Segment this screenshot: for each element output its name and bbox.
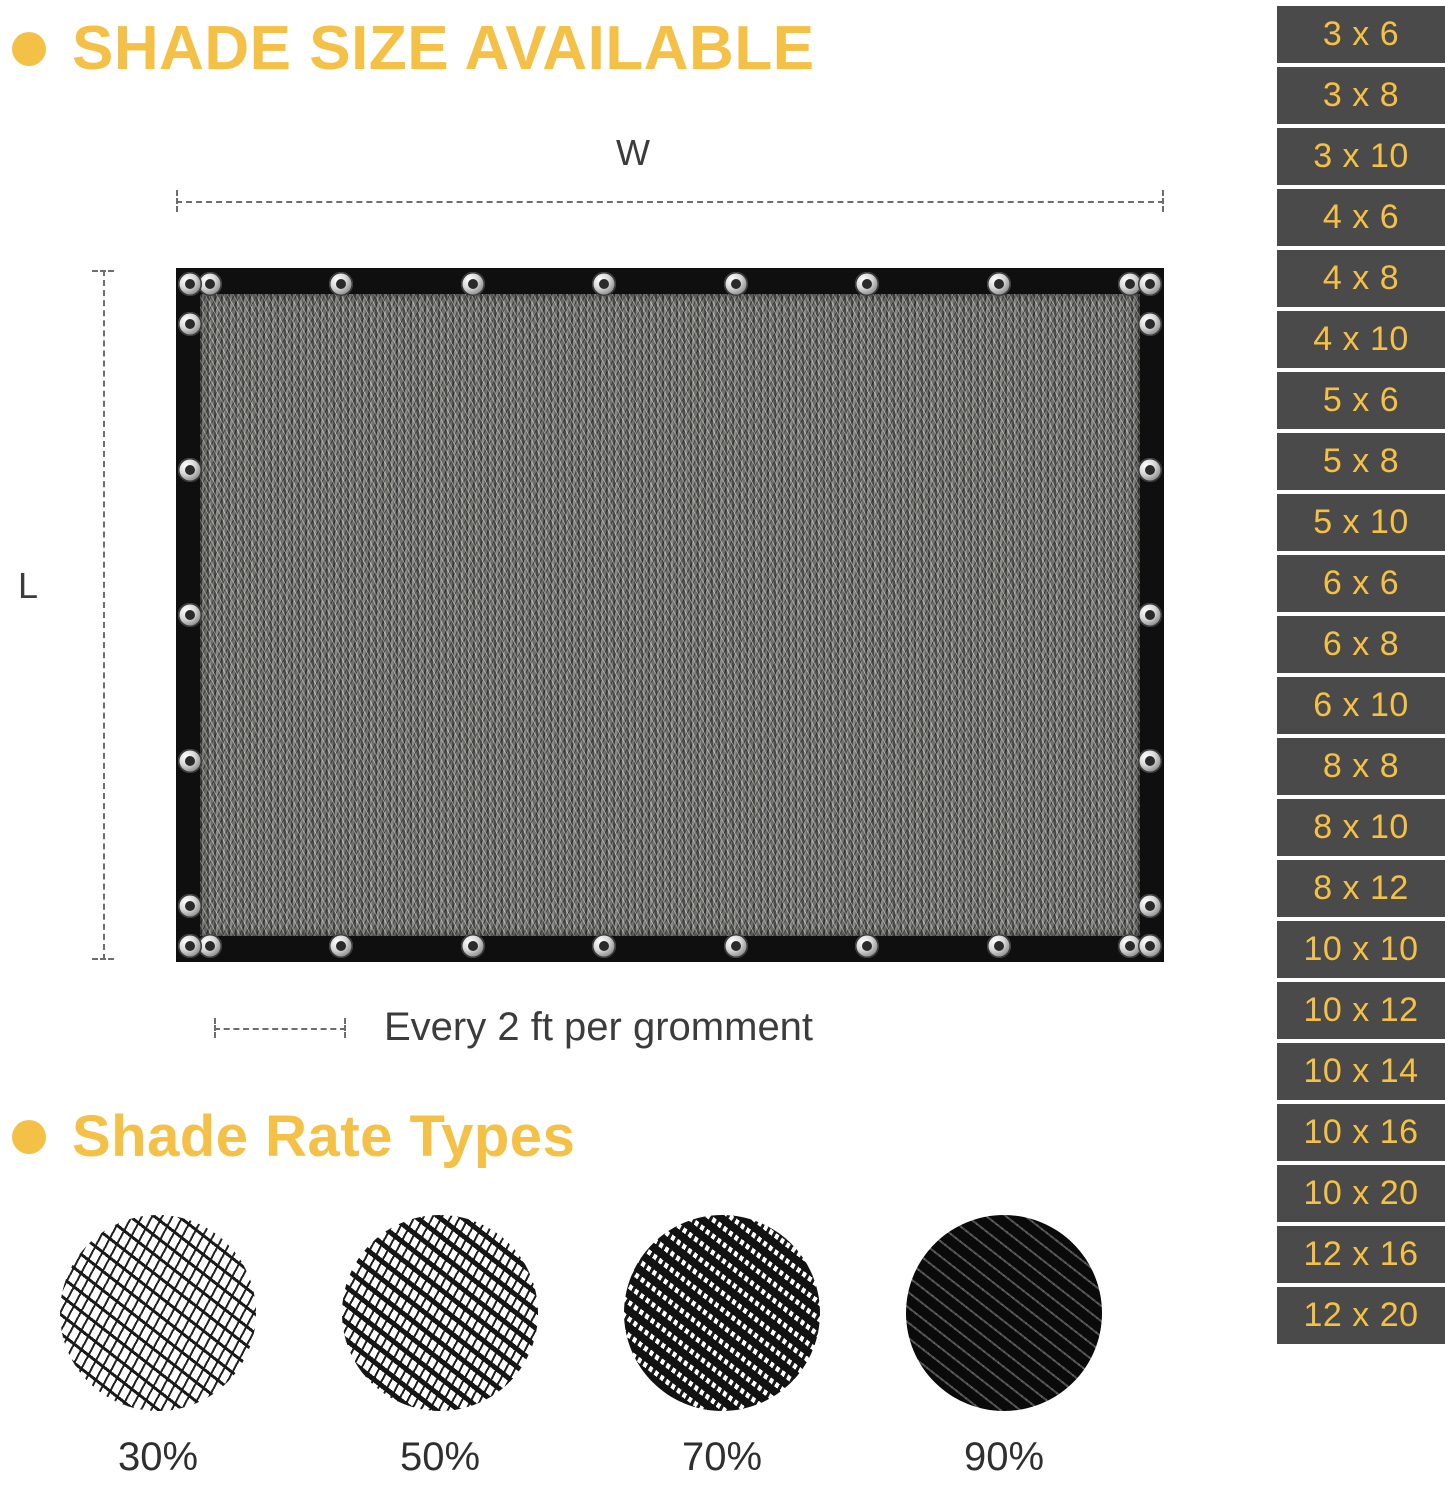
- grommet-spacing-note: [214, 1005, 813, 1050]
- grommet-bottom: [461, 934, 485, 958]
- size-option-chip[interactable]: 5 x 8: [1277, 433, 1445, 490]
- width-dimension-line: [176, 190, 1164, 212]
- size-option-chip[interactable]: 5 x 10: [1277, 494, 1445, 551]
- grommet-right: [1138, 894, 1162, 918]
- shade-rate-swatch: [342, 1215, 538, 1411]
- length-dimension-rule: [103, 270, 105, 960]
- grommet-spacing-rule: [214, 1028, 346, 1030]
- grommet-left: [178, 458, 202, 482]
- grommet-top: [329, 272, 353, 296]
- grommet-bottom: [987, 934, 1011, 958]
- size-option-chip[interactable]: 12 x 16: [1277, 1226, 1445, 1283]
- shade-rate-label: 30%: [117, 1435, 199, 1479]
- shade-cloth-panel: [176, 268, 1164, 962]
- size-option-chip[interactable]: 12 x 20: [1277, 1287, 1445, 1344]
- length-dimension-cap-bottom: [92, 958, 114, 960]
- size-option-chip[interactable]: 6 x 8: [1277, 616, 1445, 673]
- shade-rate-swatch: [624, 1215, 820, 1411]
- grommet-bottom: [724, 934, 748, 958]
- grommet-right: [1138, 603, 1162, 627]
- shade-rate-section-title: [12, 1104, 576, 1169]
- shade-rate-label: 70%: [681, 1435, 763, 1479]
- size-option-chip[interactable]: 8 x 12: [1277, 860, 1445, 917]
- grommet-left: [178, 894, 202, 918]
- size-option-chip[interactable]: 3 x 10: [1277, 128, 1445, 185]
- shade-rate-section-label: Shade Rate Types: [72, 1104, 576, 1169]
- width-dimension-cap-right: [1162, 190, 1164, 212]
- grommet-spacing-label: Every 2 ft per gromment: [384, 1005, 814, 1049]
- grommet-left: [178, 312, 202, 336]
- grommet-corner-bottom-right: [1138, 934, 1162, 958]
- width-dimension-cap-left: [176, 190, 178, 212]
- size-option-chip[interactable]: 3 x 6: [1277, 6, 1445, 63]
- grommet-top: [855, 272, 879, 296]
- width-label: W: [616, 132, 650, 173]
- size-option-chip[interactable]: 6 x 10: [1277, 677, 1445, 734]
- grommet-spacing-cap-right: [344, 1018, 346, 1038]
- size-option-chip[interactable]: 4 x 8: [1277, 250, 1445, 307]
- size-option-chip[interactable]: 10 x 20: [1277, 1165, 1445, 1222]
- shade-rate-list: [60, 1215, 1200, 1480]
- size-option-chip[interactable]: 4 x 10: [1277, 311, 1445, 368]
- size-option-chip[interactable]: 8 x 8: [1277, 738, 1445, 795]
- grommet-spacing-cap-left: [214, 1018, 216, 1038]
- shade-rate-item: [906, 1215, 1102, 1480]
- grommet-bottom: [592, 934, 616, 958]
- shade-rate-item: [60, 1215, 256, 1480]
- grommet-bottom: [329, 934, 353, 958]
- grommet-corner-top-left: [178, 272, 202, 296]
- grommet-right: [1138, 749, 1162, 773]
- grommet-left: [178, 749, 202, 773]
- size-option-chip[interactable]: 6 x 6: [1277, 555, 1445, 612]
- grommet-top: [724, 272, 748, 296]
- bullet-dot-icon: [12, 1120, 46, 1154]
- size-option-chip[interactable]: 10 x 10: [1277, 921, 1445, 978]
- page-title-label: SHADE SIZE AVAILABLE: [72, 14, 815, 83]
- width-dimension-rule: [176, 201, 1164, 203]
- size-option-chip[interactable]: 5 x 6: [1277, 372, 1445, 429]
- length-dimension-cap-top: [92, 270, 114, 272]
- size-option-list: [1277, 0, 1445, 1344]
- shade-sail-diagram: [0, 110, 1255, 1070]
- size-option-chip[interactable]: 10 x 16: [1277, 1104, 1445, 1161]
- bullet-dot-icon: [12, 32, 46, 66]
- page-title: [12, 14, 815, 83]
- grommet-top: [461, 272, 485, 296]
- shade-rate-item: [624, 1215, 820, 1480]
- grommet-corner-bottom-left: [178, 934, 202, 958]
- shade-rate-label: 50%: [399, 1435, 481, 1479]
- size-option-chip[interactable]: 8 x 10: [1277, 799, 1445, 856]
- grommet-right: [1138, 312, 1162, 336]
- grommet-right: [1138, 458, 1162, 482]
- grommet-bottom: [855, 934, 879, 958]
- size-option-chip[interactable]: 4 x 6: [1277, 189, 1445, 246]
- size-option-chip[interactable]: 3 x 8: [1277, 67, 1445, 124]
- grommet-left: [178, 603, 202, 627]
- size-option-chip[interactable]: 10 x 12: [1277, 982, 1445, 1039]
- grommet-spacing-dimension: [214, 1018, 346, 1038]
- length-dimension-line: [92, 270, 114, 960]
- shade-cloth-mesh-texture: [200, 294, 1140, 936]
- shade-rate-label: 90%: [963, 1435, 1045, 1479]
- grommet-top: [987, 272, 1011, 296]
- size-option-chip[interactable]: 10 x 14: [1277, 1043, 1445, 1100]
- shade-rate-item: [342, 1215, 538, 1480]
- grommet-top: [592, 272, 616, 296]
- grommet-corner-top-right: [1138, 272, 1162, 296]
- length-label: L: [18, 565, 39, 606]
- shade-rate-swatch: [60, 1215, 256, 1411]
- shade-rate-swatch: [906, 1215, 1102, 1411]
